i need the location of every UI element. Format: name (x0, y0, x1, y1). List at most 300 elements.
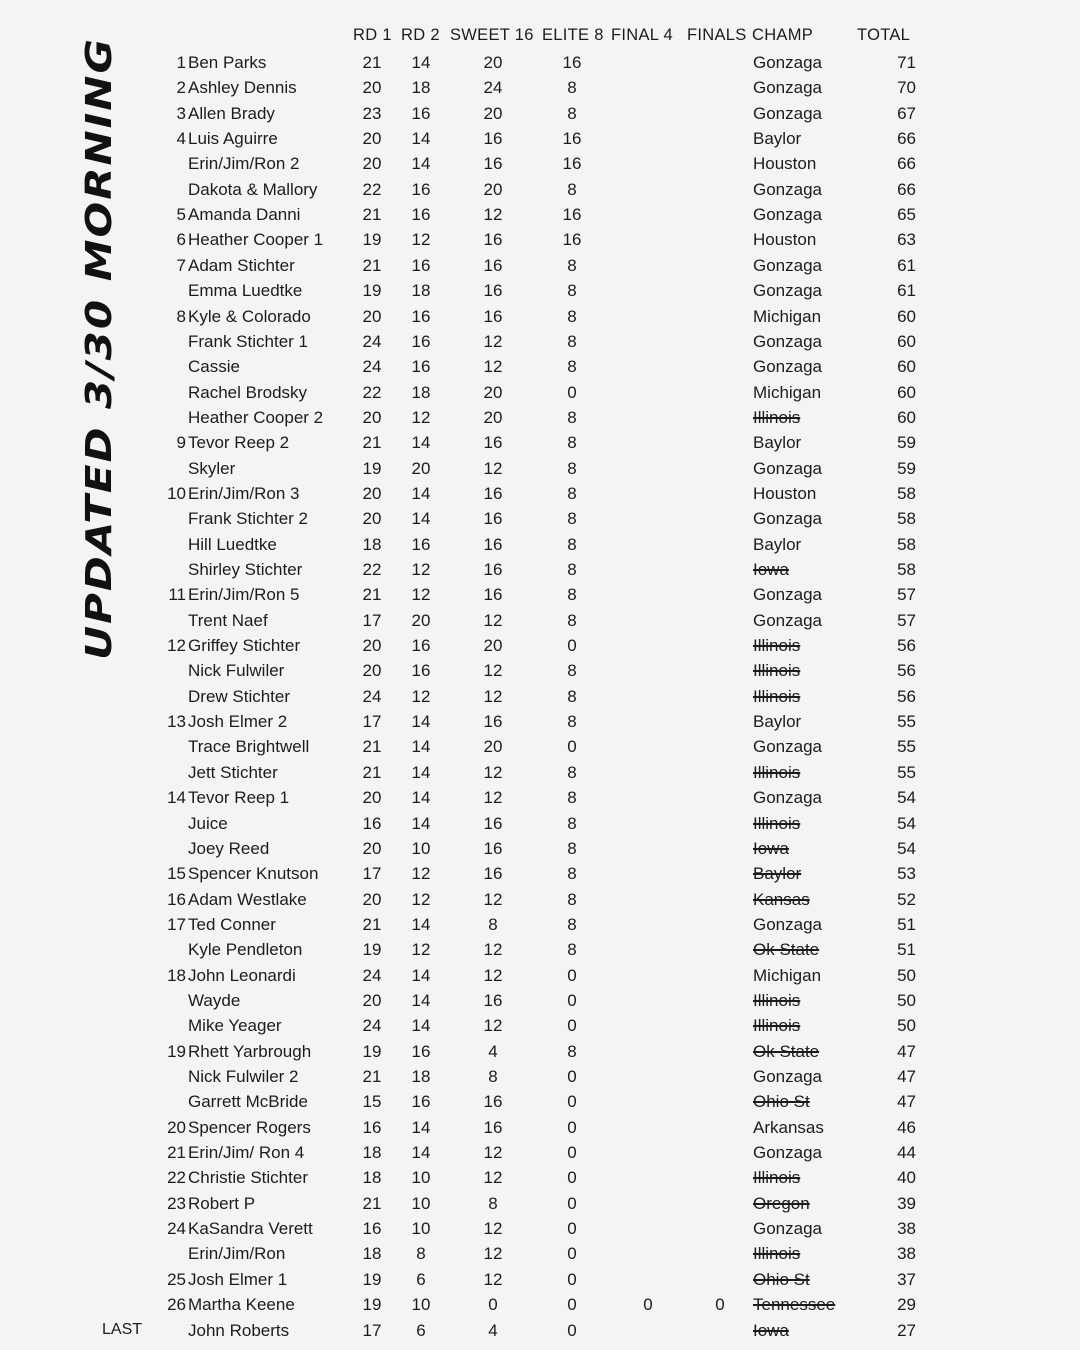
rd1-score: 21 (362, 1193, 382, 1213)
elite8-score: 8 (567, 357, 577, 377)
elite8-score: 8 (567, 813, 577, 833)
rd1-score: 24 (362, 1016, 382, 1036)
champ-pick: Baylor (753, 129, 802, 149)
total-score: 58 (897, 534, 916, 554)
total-score: 46 (897, 1117, 916, 1137)
total-score: 56 (897, 686, 916, 706)
rd1-score: 24 (362, 686, 382, 706)
total-score: 71 (897, 53, 916, 72)
rank: 16 (167, 889, 186, 909)
sweet16-score: 12 (483, 458, 503, 478)
rd1-score: 21 (362, 914, 382, 934)
champ-pick: Michigan (753, 965, 822, 985)
name: Josh Elmer 1 (188, 1269, 288, 1289)
champ-pick: Houston (753, 154, 817, 174)
champ-pick: Oregon (753, 1193, 810, 1213)
rank: 11 (168, 585, 186, 605)
rank: 10 (167, 483, 186, 503)
elite8-score: 8 (567, 483, 577, 503)
name: Adam Stichter (188, 255, 295, 275)
table-row (0, 506, 1080, 531)
elite8-score: 8 (567, 407, 577, 427)
name: Amanda Danni (188, 205, 301, 225)
sweet16-score: 16 (483, 255, 503, 275)
elite8-score: 0 (567, 1244, 577, 1264)
rank: 20 (167, 1117, 186, 1137)
sweet16-score: 16 (483, 281, 503, 301)
table-row (0, 430, 1080, 455)
rd1-score: 20 (362, 838, 382, 858)
rd1-score: 16 (362, 1219, 382, 1239)
rd2-score: 16 (411, 534, 431, 554)
sweet16-score: 4 (488, 1041, 498, 1061)
total-score: 57 (897, 610, 916, 630)
table-row (0, 177, 1080, 202)
total-score: 67 (897, 103, 916, 123)
sweet16-score: 12 (483, 205, 503, 225)
table-row (0, 785, 1080, 810)
table-row (0, 253, 1080, 278)
rd1-score: 19 (362, 230, 382, 250)
last-label: LAST (102, 1321, 143, 1338)
sweet16-score: 12 (483, 1168, 503, 1188)
rd2-score: 12 (411, 407, 431, 427)
elite8-score: 16 (562, 205, 582, 225)
total-score: 58 (897, 509, 916, 529)
header-sweet16: SWEET 16 (450, 26, 534, 44)
total-score: 63 (897, 230, 916, 250)
rd1-score: 21 (362, 585, 382, 605)
champ-pick: Illinois (753, 1244, 801, 1264)
table-row (0, 658, 1080, 683)
name: Allen Brady (188, 103, 275, 123)
champ-pick: Kansas (753, 889, 810, 909)
elite8-score: 8 (567, 179, 577, 199)
final4-score: 0 (643, 1295, 653, 1315)
champ-pick: Iowa (753, 838, 789, 858)
rd1-score: 21 (362, 205, 382, 225)
header-total: TOTAL (857, 26, 911, 44)
table-row (0, 1292, 1080, 1317)
elite8-score: 8 (567, 838, 577, 858)
rd1-score: 19 (362, 458, 382, 478)
sweet16-score: 12 (483, 788, 503, 808)
champ-pick: Illinois (753, 1168, 801, 1188)
champ-pick: Gonzaga (753, 1143, 822, 1163)
rd2-score: 8 (416, 1244, 426, 1264)
champ-pick: Gonzaga (753, 737, 822, 757)
elite8-score: 0 (567, 1143, 577, 1163)
sweet16-score: 24 (483, 78, 503, 98)
elite8-score: 8 (567, 661, 577, 681)
rd2-score: 12 (411, 585, 431, 605)
sweet16-score: 12 (483, 889, 503, 909)
champ-pick: Gonzaga (753, 179, 822, 199)
name: Joey Reed (188, 838, 270, 858)
rd2-score: 18 (411, 382, 431, 402)
total-score: 52 (897, 889, 916, 909)
champ-pick: Gonzaga (753, 610, 822, 630)
name: Spencer Knutson (188, 864, 319, 884)
rd1-score: 17 (362, 864, 382, 884)
rd1-score: 20 (362, 306, 382, 326)
rd1-score: 20 (362, 509, 382, 529)
table-row (0, 1318, 1080, 1343)
sweet16-score: 20 (483, 737, 503, 757)
rd1-score: 20 (362, 990, 382, 1010)
rank: 13 (167, 712, 186, 732)
total-score: 50 (897, 990, 916, 1010)
name: Trent Naef (188, 610, 268, 630)
champ-pick: Houston (753, 230, 817, 250)
table-row (0, 1140, 1080, 1165)
elite8-score: 8 (567, 78, 577, 98)
champ-pick: Ohio St (753, 1269, 810, 1289)
total-score: 59 (897, 458, 916, 478)
rd1-score: 22 (362, 179, 382, 199)
elite8-score: 0 (567, 382, 577, 402)
table-row (0, 887, 1080, 912)
rd1-score: 19 (362, 1041, 382, 1061)
rd2-score: 14 (411, 433, 431, 453)
total-score: 51 (897, 940, 916, 960)
champ-pick: Gonzaga (753, 205, 822, 225)
rd2-score: 14 (411, 712, 431, 732)
header-rd1: RD 1 (353, 26, 392, 44)
elite8-score: 8 (567, 560, 577, 579)
table-row (0, 354, 1080, 379)
elite8-score: 8 (567, 940, 577, 960)
rd1-score: 18 (362, 534, 382, 554)
table-row (0, 1216, 1080, 1241)
sweet16-score: 16 (483, 1117, 503, 1137)
header-elite8: ELITE 8 (542, 26, 604, 44)
champ-pick: Baylor (753, 864, 802, 884)
total-score: 51 (897, 914, 916, 934)
header-finals: FINALS (687, 26, 747, 44)
champ-pick: Illinois (753, 762, 801, 782)
rd1-score: 21 (362, 737, 382, 757)
sweet16-score: 8 (488, 1193, 498, 1213)
elite8-score: 16 (562, 129, 582, 149)
rd2-score: 14 (411, 129, 431, 149)
elite8-score: 0 (567, 1016, 577, 1036)
elite8-score: 8 (567, 331, 577, 351)
table-row (0, 456, 1080, 481)
elite8-score: 8 (567, 585, 577, 605)
name: Jett Stichter (188, 762, 278, 782)
name: Rhett Yarbrough (188, 1041, 312, 1061)
table-row (0, 532, 1080, 557)
rank: 21 (167, 1143, 186, 1163)
rd2-score: 16 (411, 306, 431, 326)
champ-pick: Gonzaga (753, 103, 822, 123)
table-row (0, 582, 1080, 607)
champ-pick: Houston (753, 483, 817, 503)
champ-pick: Gonzaga (753, 78, 822, 98)
rd1-score: 24 (362, 331, 382, 351)
sweet16-score: 12 (483, 1219, 503, 1239)
total-score: 38 (897, 1219, 916, 1239)
name: Kyle & Colorado (188, 306, 311, 326)
total-score: 50 (897, 1016, 916, 1036)
champ-pick: Gonzaga (753, 914, 822, 934)
rd1-score: 19 (362, 281, 382, 301)
sweet16-score: 16 (483, 154, 503, 174)
elite8-score: 0 (567, 1168, 577, 1188)
rd2-score: 14 (411, 813, 431, 833)
table-row (0, 1241, 1080, 1266)
champ-pick: Illinois (753, 636, 801, 656)
name: Spencer Rogers (188, 1117, 311, 1137)
champ-pick: Gonzaga (753, 585, 822, 605)
elite8-score: 8 (567, 889, 577, 909)
sweet16-score: 8 (488, 914, 498, 934)
table-row (0, 608, 1080, 633)
champ-pick: Ok State (753, 1041, 820, 1061)
elite8-score: 8 (567, 788, 577, 808)
elite8-score: 0 (567, 1320, 577, 1340)
elite8-score: 16 (562, 230, 582, 250)
total-score: 56 (897, 661, 916, 681)
sweet16-score: 16 (483, 230, 503, 250)
rd2-score: 16 (411, 179, 431, 199)
sweet16-score: 16 (483, 813, 503, 833)
sweet16-score: 16 (483, 129, 503, 149)
name: Frank Stichter 1 (188, 331, 308, 351)
total-score: 54 (897, 788, 916, 808)
name: John Leonardi (188, 965, 296, 985)
rd2-score: 14 (411, 154, 431, 174)
total-score: 66 (897, 129, 916, 149)
sweet16-score: 12 (483, 1016, 503, 1036)
sweet16-score: 12 (483, 762, 503, 782)
sweet16-score: 12 (483, 357, 503, 377)
name: Christie Stichter (188, 1168, 308, 1188)
sweet16-score: 16 (483, 864, 503, 884)
table-row (0, 304, 1080, 329)
elite8-score: 8 (567, 686, 577, 706)
total-score: 39 (897, 1193, 916, 1213)
total-score: 58 (897, 483, 916, 503)
elite8-score: 0 (567, 1219, 577, 1239)
table-row (0, 811, 1080, 836)
table-row (0, 329, 1080, 354)
rank: 25 (167, 1269, 186, 1289)
name: Nick Fulwiler 2 (188, 1067, 299, 1086)
rd2-score: 16 (411, 255, 431, 275)
champ-pick: Gonzaga (753, 53, 822, 72)
champ-pick: Baylor (753, 534, 802, 554)
table-row (0, 227, 1080, 252)
sweet16-score: 20 (483, 407, 503, 427)
rd1-score: 20 (362, 889, 382, 909)
champ-pick: Gonzaga (753, 357, 822, 377)
rd1-score: 15 (362, 1092, 382, 1112)
table-row (0, 481, 1080, 506)
rank: 5 (176, 205, 186, 225)
rd2-score: 18 (411, 1067, 431, 1086)
rd2-score: 12 (411, 560, 431, 579)
name: Emma Luedtke (188, 281, 303, 301)
champ-pick: Gonzaga (753, 1219, 822, 1239)
sweet16-score: 20 (483, 103, 503, 123)
table-row (0, 1267, 1080, 1292)
rd1-score: 22 (362, 560, 382, 579)
header-champ: CHAMP (752, 26, 814, 44)
rd2-score: 20 (411, 458, 431, 478)
rd1-score: 23 (362, 103, 382, 123)
champ-pick: Illinois (753, 407, 801, 427)
champ-pick: Illinois (753, 1016, 801, 1036)
total-score: 60 (897, 382, 916, 402)
table-row (0, 1191, 1080, 1216)
name: Erin/Jim/Ron 3 (188, 483, 300, 503)
sweet16-score: 12 (483, 1269, 503, 1289)
rd2-score: 16 (411, 661, 431, 681)
sweet16-score: 16 (483, 306, 503, 326)
total-score: 59 (897, 433, 916, 453)
sweet16-score: 20 (483, 382, 503, 402)
name: Erin/Jim/Ron 2 (188, 154, 300, 174)
sweet16-score: 16 (483, 509, 503, 529)
elite8-score: 0 (567, 1295, 577, 1315)
table-row (0, 278, 1080, 303)
table-row (0, 912, 1080, 937)
rd1-score: 21 (362, 433, 382, 453)
table-row (0, 50, 1080, 75)
rd1-score: 17 (362, 1320, 382, 1340)
handwritten-updated-note: UPDATED 3/30 MORNING (78, 37, 120, 660)
rd1-score: 20 (362, 78, 382, 98)
rd1-score: 17 (362, 712, 382, 732)
rd1-score: 24 (362, 965, 382, 985)
total-score: 44 (897, 1143, 916, 1163)
champ-pick: Iowa (753, 560, 789, 579)
header-final4: FINAL 4 (611, 26, 674, 44)
name: Erin/Jim/ Ron 4 (188, 1143, 305, 1163)
rd2-score: 6 (416, 1320, 426, 1340)
rd1-score: 18 (362, 1168, 382, 1188)
rd1-score: 21 (362, 762, 382, 782)
rd1-score: 19 (362, 940, 382, 960)
rank: 3 (176, 103, 186, 123)
elite8-score: 8 (567, 864, 577, 884)
total-score: 58 (897, 560, 916, 579)
rd1-score: 20 (362, 788, 382, 808)
total-score: 50 (897, 965, 916, 985)
elite8-score: 8 (567, 255, 577, 275)
elite8-score: 8 (567, 458, 577, 478)
name: Hill Luedtke (188, 534, 277, 554)
table-row (0, 101, 1080, 126)
rd2-score: 16 (411, 357, 431, 377)
rd1-score: 20 (362, 154, 382, 174)
total-score: 47 (897, 1041, 916, 1061)
name: Dakota & Mallory (188, 179, 318, 199)
rd2-score: 10 (411, 1295, 431, 1315)
table-row (0, 380, 1080, 405)
champ-pick: Gonzaga (753, 1067, 822, 1086)
elite8-score: 8 (567, 281, 577, 301)
rank: 1 (176, 53, 186, 72)
total-score: 37 (897, 1269, 916, 1289)
rd1-score: 24 (362, 357, 382, 377)
rank: 18 (167, 965, 186, 985)
rank: 22 (167, 1168, 186, 1188)
total-score: 47 (897, 1067, 916, 1086)
rd2-score: 16 (411, 636, 431, 656)
rank: 2 (176, 78, 186, 98)
total-score: 40 (897, 1168, 916, 1188)
elite8-score: 8 (567, 712, 577, 732)
elite8-score: 8 (567, 1041, 577, 1061)
table-row (0, 1039, 1080, 1064)
table-row (0, 1064, 1080, 1089)
champ-pick: Ok State (753, 940, 820, 960)
total-score: 66 (897, 154, 916, 174)
rd2-score: 14 (411, 990, 431, 1010)
rd2-score: 12 (411, 864, 431, 884)
rd2-score: 20 (411, 610, 431, 630)
table-row (0, 684, 1080, 709)
champ-pick: Gonzaga (753, 331, 822, 351)
sweet16-score: 12 (483, 610, 503, 630)
champ-pick: Tennessee (753, 1295, 836, 1315)
table-row (0, 405, 1080, 430)
table-row (0, 963, 1080, 988)
rank: 15 (167, 864, 186, 884)
name: Kyle Pendleton (188, 940, 303, 960)
total-score: 38 (897, 1244, 916, 1264)
total-score: 61 (897, 255, 916, 275)
rd1-score: 20 (362, 636, 382, 656)
sweet16-score: 20 (483, 636, 503, 656)
sweet16-score: 20 (483, 53, 503, 72)
elite8-score: 0 (567, 965, 577, 985)
name: KaSandra Verett (188, 1219, 313, 1239)
rd2-score: 18 (411, 78, 431, 98)
elite8-score: 8 (567, 509, 577, 529)
elite8-score: 8 (567, 762, 577, 782)
name: Ben Parks (188, 53, 267, 72)
rd2-score: 14 (411, 737, 431, 757)
rank: 9 (176, 433, 186, 453)
rd2-score: 16 (411, 331, 431, 351)
total-score: 55 (897, 712, 916, 732)
rank: 6 (176, 230, 186, 250)
name: Griffey Stichter (188, 636, 301, 656)
total-score: 27 (897, 1320, 916, 1340)
name: John Roberts (188, 1320, 290, 1340)
rd2-score: 12 (411, 940, 431, 960)
rd2-score: 10 (411, 1193, 431, 1213)
champ-pick: Gonzaga (753, 509, 822, 529)
sweet16-score: 20 (483, 179, 503, 199)
name: Heather Cooper 2 (188, 407, 324, 427)
elite8-score: 0 (567, 737, 577, 757)
rd2-score: 16 (411, 103, 431, 123)
rd2-score: 18 (411, 281, 431, 301)
champ-pick: Ohio St (753, 1092, 810, 1112)
rd1-score: 21 (362, 53, 382, 72)
table-row (0, 633, 1080, 658)
header-rd2: RD 2 (401, 26, 440, 44)
elite8-score: 0 (567, 1117, 577, 1137)
total-score: 29 (897, 1295, 916, 1315)
rd1-score: 21 (362, 255, 382, 275)
rd1-score: 16 (362, 813, 382, 833)
